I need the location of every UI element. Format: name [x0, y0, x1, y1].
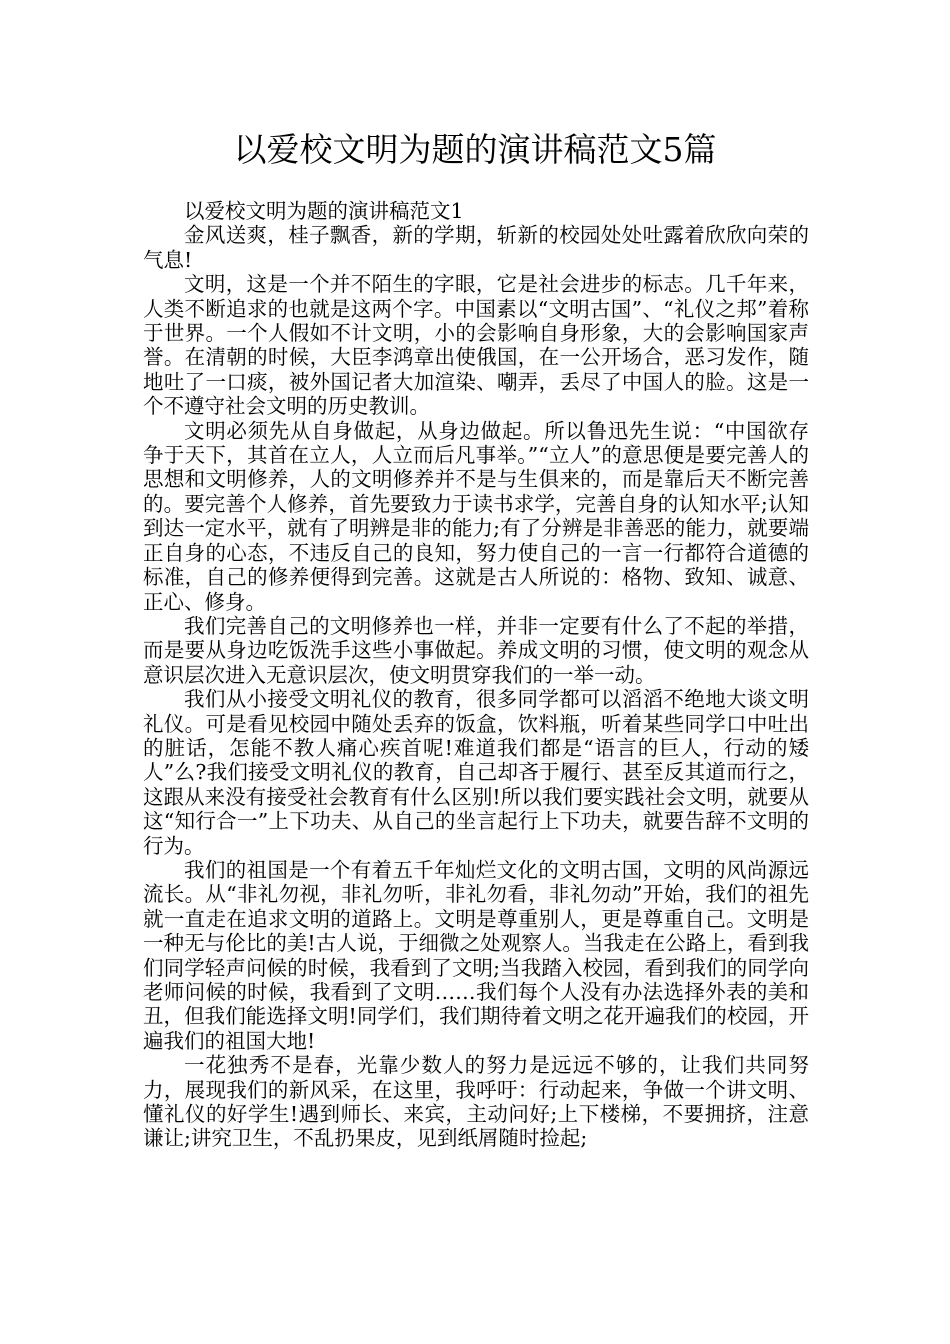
- paragraph-5: 我们从小接受文明礼仪的教育，很多同学都可以滔滔不绝地大谈文明礼仪。可是看见校园中随处丢弃的饭盒，饮料瓶，听着某些同学口中吐出的脏话，怎能不教人痛心疾首呢!难道我们都是“语言的巨人，行动的矮人”么?我们接受文明礼仪的教育，自己却吝于履行、甚至反其道而行之，这跟从来没有接受社会教育有什么区别!所以我们要实践社会文明，就要从这“知行合一”上下功夫、从自己的坐言起行上下功夫，就要告辞不文明的行为。: [143, 687, 809, 858]
- document-body: [143, 199, 809, 1151]
- paragraph-1: 金风送爽，桂子飘香，新的学期，斩新的校园处处吐露着欣欣向荣的气息!: [143, 223, 809, 272]
- paragraph-2: 文明，这是一个并不陌生的字眼，它是社会进步的标志。几千年来，人类不断追求的也就是这两个字。中国素以“文明古国”、“礼仪之邦”着称于世界。一个人假如不计文明，小的会影响自身形象，大的会影响国家声誉。在清朝的时候，大臣李鸿章出使俄国，在一公开场合，恶习发作，随地吐了一口痰，被外国记者大加渲染、嘲弄，丢尽了中国人的脸。这是一个不遵守社会文明的历史教训。: [143, 272, 809, 419]
- paragraph-6: 我们的祖国是一个有着五千年灿烂文化的文明古国，文明的风尚源远流长。从“非礼勿视，非礼勿听，非礼勿看，非礼勿动”开始，我们的祖先就一直走在追求文明的道路上。文明是尊重别人，更是尊重自己。文明是一种无与伦比的美!古人说，于细微之处观察人。当我走在公路上，看到我们同学轻声问候的时候，我看到了文明;当我踏入校园，看到我们的同学向老师问候的时候，我看到了文明……我们每个人没有办法选择外表的美和丑，但我们能选择文明!同学们，我们期待着文明之花开遍我们的校园，开遍我们的祖国大地!: [143, 857, 809, 1053]
- paragraph-subtitle: 以爱校文明为题的演讲稿范文1: [184, 199, 464, 223]
- document-title: 以爱校文明为题的演讲稿范文5篇: [233, 130, 717, 169]
- paragraph-3: 文明必须先从自身做起，从身边做起。所以鲁迅先生说：“中国欲存争于天下，其首在立人，人立而后凡事举。”“立人”的意思便是要完善人的思想和文明修养，人的文明修养并不是与生俱来的，而是靠后天不断完善的。要完善个人修养，首先要致力于读书求学，完善自身的认知水平;认知到达一定水平，就有了明辨是非的能力;有了分辨是非善恶的能力，就要端正自身的心态，不违反自己的良知，努力使自己的一言一行都符合道德的标准，自己的修养便得到完善。这就是古人所说的：格物、致知、诚意、正心、修身。: [143, 418, 809, 614]
- paragraph-7: 一花独秀不是春，光靠少数人的努力是远远不够的，让我们共同努力，展现我们的新风采，在这里，我呼吁：行动起来，争做一个讲文明、懂礼仪的好学生!遇到师长、来宾，主动问好;上下楼梯，不要拥挤，注意谦让;讲究卫生，不乱扔果皮，见到纸屑随时捡起;: [143, 1053, 809, 1151]
- paragraph-4: 我们完善自己的文明修养也一样，并非一定要有什么了不起的举措，而是要从身边吃饭洗手这些小事做起。养成文明的习惯，使文明的观念从意识层次进入无意识层次，使文明贯穿我们的一举一动。: [143, 613, 809, 687]
